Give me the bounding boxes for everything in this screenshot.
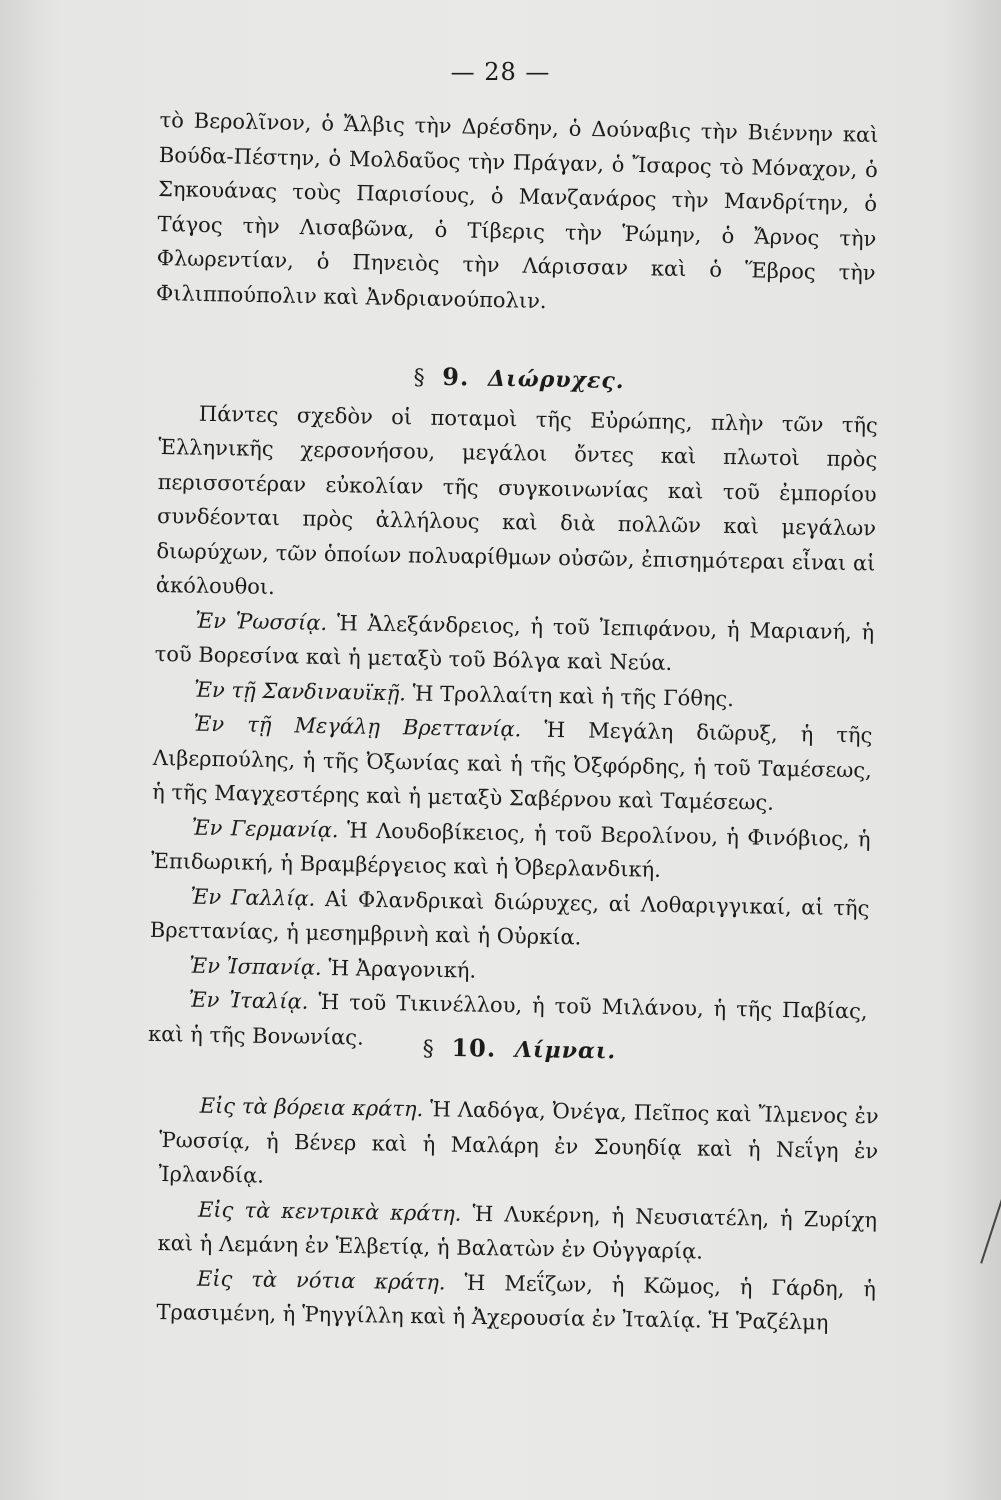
page-number: — 28 — bbox=[450, 58, 551, 86]
entry-lead: Ἐν Ἰταλίᾳ. bbox=[188, 987, 309, 1014]
entry-lead: Ἐν τῇ Μεγάλῃ Βρεττανίᾳ. bbox=[193, 711, 522, 742]
entry-text: Ἡ Τρολλαίτη καὶ ἡ τῆς Γόθης. bbox=[405, 680, 735, 711]
section-9-block bbox=[148, 351, 879, 1063]
entry-text: Ἡ Λυκέρνη, ἡ Νευσιατέλη, ἡ Ζυρίχη καὶ ἡ Λεμάνη ἐν Ἑλβετίᾳ, ἡ Βαλατὼν ἐν Οὐγγαρίᾳ. bbox=[157, 1201, 878, 1264]
canal-entry bbox=[154, 602, 874, 684]
entry-lead: Εἰς τὰ κεντρικὰ κράτη. bbox=[197, 1197, 462, 1226]
canal-entry bbox=[150, 878, 870, 960]
entry-text: Αἱ Φλανδρικαὶ διώρυχες, αἱ Λοθαριγγικαί, αἱ τῆς Βρεττανίας, ἡ μεσημβρινὴ καὶ ἡ Οὐρκία. bbox=[149, 886, 870, 950]
intro-text-block bbox=[156, 103, 879, 325]
entry-text: Ἡ τοῦ Τικινέλλου, ἡ τοῦ Μιλάνου, ἡ τῆς Παβίας, καὶ ἡ τῆς Βονωνίας. bbox=[147, 989, 868, 1050]
entry-lead: Ἐν Γερμανίᾳ. bbox=[191, 815, 339, 842]
entry-text: Ἡ Ἀραγονική. bbox=[321, 955, 477, 983]
lake-entry bbox=[157, 1191, 877, 1271]
canal-entry bbox=[151, 809, 871, 891]
pencil-margin-mark bbox=[980, 1196, 1001, 1263]
entry-text: Ἡ Μεγάλη διῶρυξ, ἡ τῆς Λιβερπούλης, ἡ τῆς Ὀξωνίας καὶ ἡ τῆς Ὀξφόρδης, ἡ τοῦ Ταμέσεως, ἡ τῆς Μαγχεστέρης καὶ ἡ μεταξὺ Σαβέρνου καὶ Ταμέσεως. bbox=[152, 717, 873, 815]
entry-text: Ἡ Ἀλεξάνδρειος, ἡ τοῦ Ἰεπιφάνου, ἡ Μαριανή, ἡ τοῦ Βορεσίνα καὶ ἡ μεταξὺ τοῦ Βόλγα καὶ Νεύα. bbox=[154, 610, 875, 675]
lake-entry bbox=[156, 1260, 876, 1340]
entry-text: Ἡ Μεΐζων, ἡ Κῶμος, ἡ Γάρδη, ἡ Τρασιμένη, ἡ Ῥηγγίλλη καὶ ἡ Ἀχερουσία ἐν Ἰταλίᾳ. Ἡ Ῥαζέλμη bbox=[156, 1270, 877, 1335]
intro-paragraph: τὸ Βερολῖνον, ὁ Ἄλβις τὴν Δρέσδην, ὁ Δούναβις τὴν Βιέννην καὶ Βούδα-Πέστην, ὁ Μολδαῦος τὴν Πράγαν, ὁ Ἴσαρος τὸ Μόναχον, ὁ Σηκουάνας τοὺς Παρισίους, ὁ Μανζανάρος τὴν Μανδρίτην, ὁ Τάγος τὴν Λισαβῶνα, ὁ Τίβερις τὴν Ῥώμην, ὁ Ἄρνος τὴν Φλωρεντίαν, ὁ Πηνειὸς τὴν Λάρισσαν καὶ ὁ Ἕβρος τὴν Φιλιππούπολιν καὶ Ἀνδριανούπολιν. bbox=[155, 107, 879, 313]
entry-lead: Εἰς τὰ νότια κράτη. bbox=[196, 1266, 446, 1295]
section-title: Λίμναι. bbox=[514, 1036, 617, 1065]
section-number: 9. bbox=[442, 361, 470, 392]
entry-lead: Ἐν τῇ Σανδιναυϊκῇ. bbox=[193, 677, 407, 705]
section-number: 10. bbox=[451, 1033, 497, 1063]
entry-lead: Ἐν Ἰσπανίᾳ. bbox=[189, 953, 322, 980]
section-9-intro: Πάντες σχεδὸν οἱ ποταμοὶ τῆς Εὐρώπης, πλὴν τῶν τῆς Ἑλληνικῆς χερσονήσου, μεγάλοι ὄντες καὶ πλωτοὶ πρὸς περισσοτέραν εὐκολίαν τῆς συγκοινωνίας καὶ τοῦ ἐμπορίου συνδέονται πρὸς ἀλλήλους καὶ διὰ πολλῶν καὶ μεγάλων διωρύχων, τῶν ὁποίων πολυαρίθμων οὐσῶν, ἐπισημότεραι εἶναι αἱ ἀκόλουθοι. bbox=[155, 401, 879, 600]
entry-lead: Ἐν Γαλλίᾳ. bbox=[190, 884, 316, 911]
entry-lead: Εἰς τὰ βόρεια κράτη. bbox=[199, 1093, 424, 1122]
section-symbol: § bbox=[413, 365, 426, 391]
lake-entry bbox=[158, 1088, 879, 1203]
section-title: Διώρυχες. bbox=[487, 365, 625, 395]
section-10-block bbox=[156, 1088, 879, 1341]
entry-text: Ἡ Λαδόγα, Ὀνέγα, Πεῖπος καὶ Ἴλμενος ἐν Ῥωσσίᾳ, ἡ Βένερ καὶ ἡ Μαλάρη ἐν Σουηδίᾳ καὶ ἡ Νεΐγη ἐν Ἰρλανδίᾳ. bbox=[158, 1097, 879, 1188]
entry-lead: Ἐν Ῥωσσίᾳ. bbox=[195, 608, 328, 635]
entry-text: Ἡ Λουδοβίκειος, ἡ τοῦ Βερολίνου, ἡ Φινόβιος, ἡ Ἐπιδωρική, ἡ Βραμβέργειος καὶ ἡ Ὀβερλανδική. bbox=[150, 817, 871, 882]
canal-entry bbox=[152, 706, 873, 822]
section-symbol: § bbox=[422, 1036, 435, 1062]
